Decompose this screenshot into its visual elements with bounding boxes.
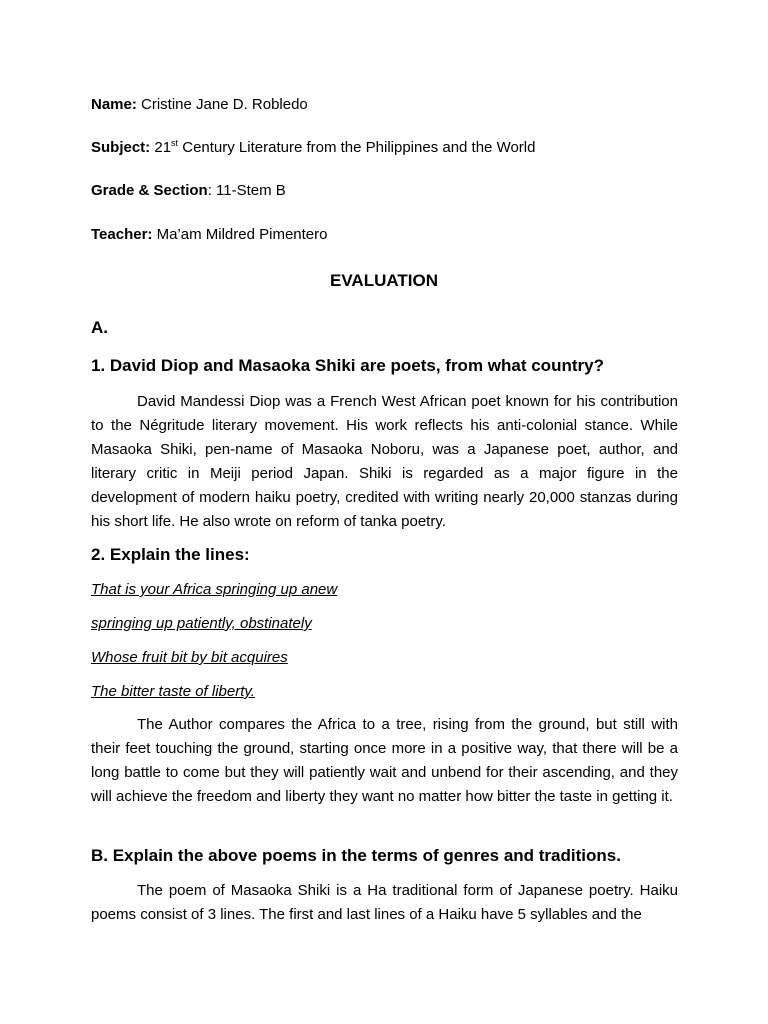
poem-line-4: The bitter taste of liberty. <box>91 683 255 700</box>
poem-line-3: Whose fruit bit by bit acquires <box>91 649 288 666</box>
grade-section-field <box>91 181 286 201</box>
grade-section-value: : 11-Stem B <box>207 182 286 199</box>
name-value: Cristine Jane D. Robledo <box>136 96 308 113</box>
name-field <box>91 95 308 115</box>
teacher-label: Teacher: <box>91 226 153 243</box>
teacher-field <box>91 225 327 245</box>
subject-field <box>91 138 535 158</box>
poem-line-2: springing up patiently, obstinately <box>91 615 312 632</box>
poem-line-1: That is your Africa springing up anew <box>91 581 338 598</box>
question-1: 1. David Diop and Masaoka Shiki are poets, from what country? <box>91 356 604 375</box>
subject-value-prefix: 21 <box>150 139 172 156</box>
subject-value-suffix: Century Literature from the Philippines and the World <box>178 139 536 156</box>
section-a-label: A. <box>91 318 108 337</box>
section-b-question: B. Explain the above poems in the terms of genres and traditions. <box>91 846 621 865</box>
grade-section-label: Grade & Section <box>91 182 208 199</box>
answer-1-paragraph: David Mandessi Diop was a French West African poet known for his contribution to the Négritude literary movement. His work reflects his anti-colonial stance. While Masaoka Shiki, pen-name of Masaoka Noboru, was a Japanese poet, author, and literary critic in Meiji period Japan. Shiki is regarded as a major figure in the development of modern haiku poetry, credited with writing nearly 20,000 stanzas during his short life. He also wrote on reform of tanka poetry. <box>91 393 678 530</box>
page-title: EVALUATION <box>330 271 438 290</box>
question-2: 2. Explain the lines: <box>91 545 250 564</box>
teacher-value: Ma’am Mildred Pimentero <box>152 226 328 243</box>
section-b-answer-paragraph: The poem of Masaoka Shiki is a Ha traditional form of Japanese poetry. Haiku poems consist of 3 lines. The first and last lines of a Haiku have 5 syllables and the <box>91 882 678 923</box>
name-label: Name: <box>91 96 137 113</box>
subject-label: Subject: <box>91 139 151 156</box>
subject-value-superscript: st <box>171 138 179 148</box>
answer-2-paragraph: The Author compares the Africa to a tree, rising from the ground, but still with their feet touching the ground, starting once more in a positive way, that there will be a long battle to come but they will patiently wait and unbend for their ascending, and they will achieve the freedom and liberty they want no matter how bitter the taste in getting it. <box>91 716 678 805</box>
